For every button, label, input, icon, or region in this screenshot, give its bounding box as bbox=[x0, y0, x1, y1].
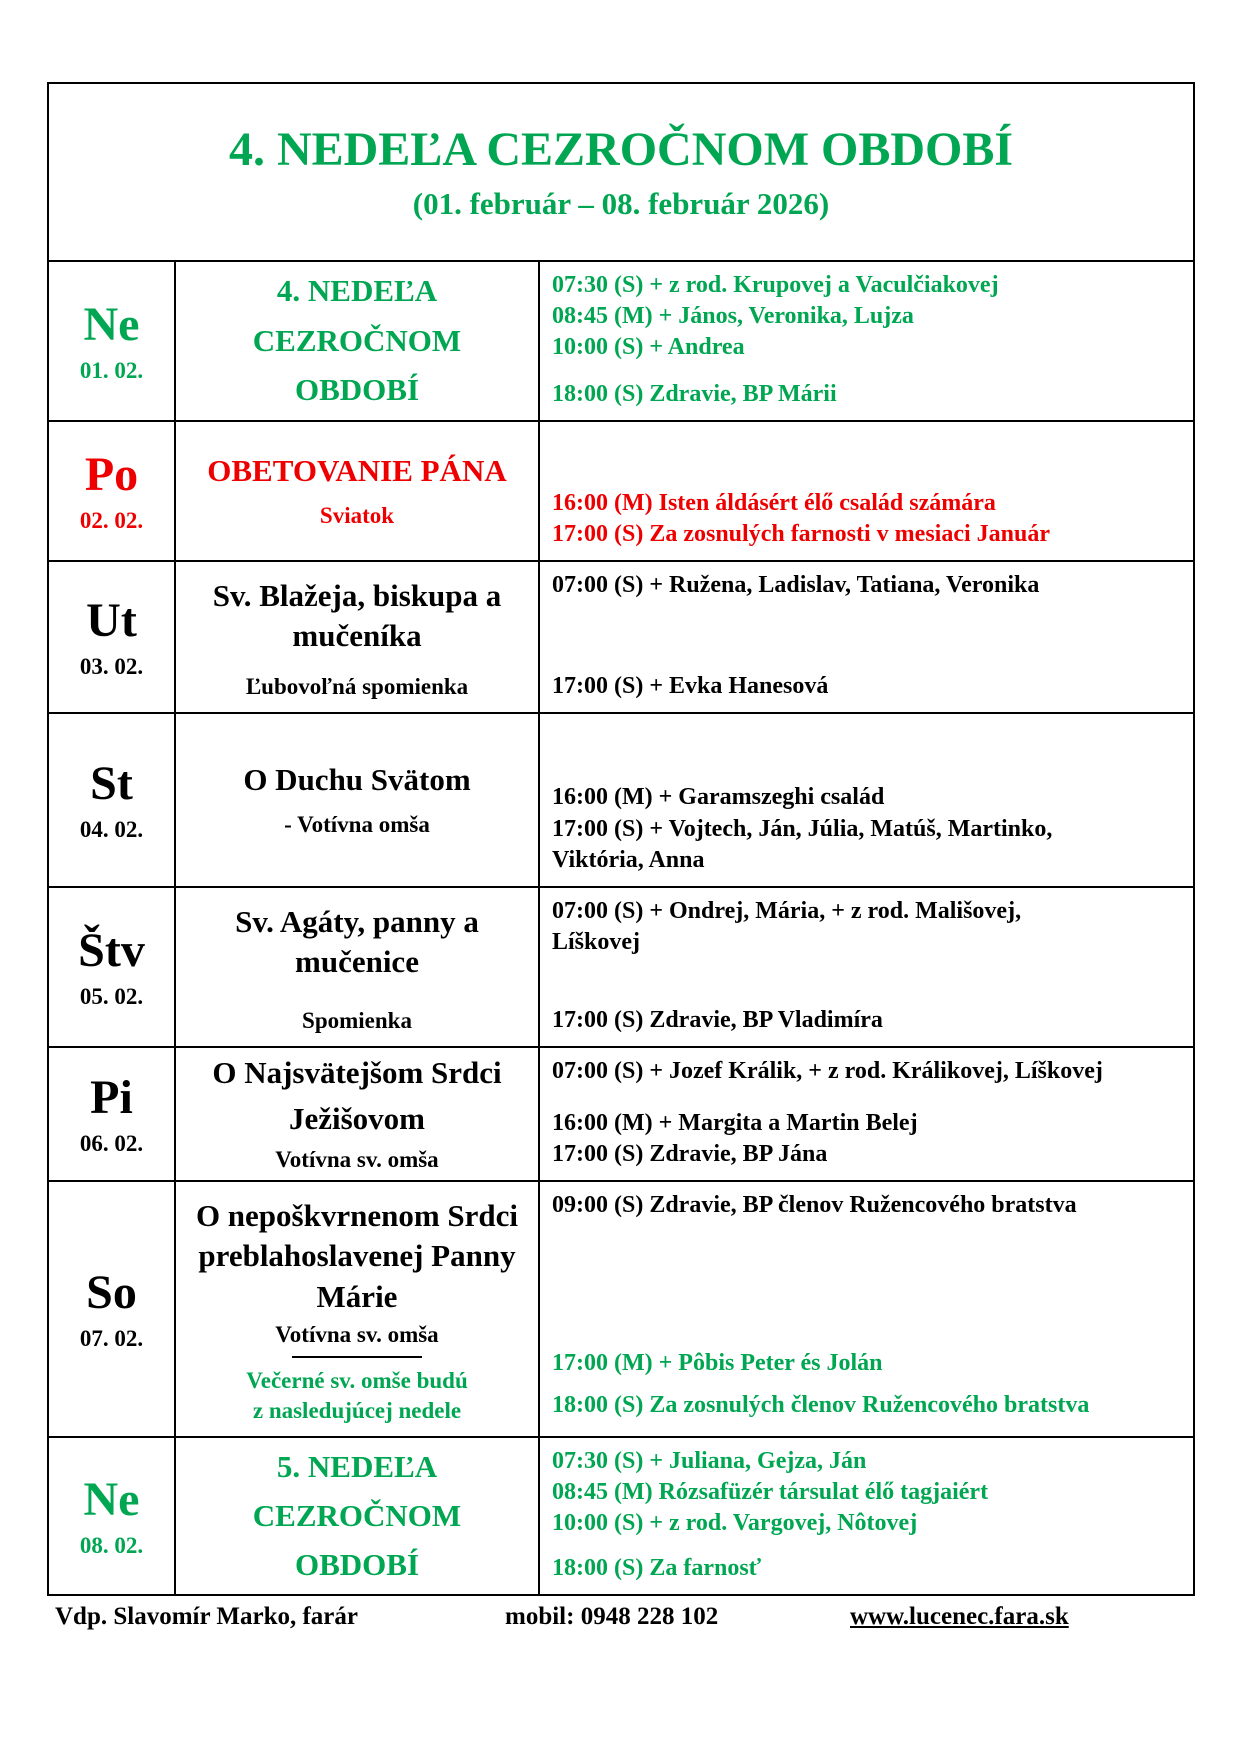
feast-cell-po-0202 bbox=[174, 420, 538, 560]
feast-title-line: OBDOBÍ bbox=[294, 1546, 420, 1582]
mass-group-bottom bbox=[552, 379, 1189, 410]
feast-note-line: Večerné sv. omše budú bbox=[246, 1368, 468, 1394]
day-cell-ne-0102 bbox=[49, 260, 174, 420]
feast-title-line: OBETOVANIE PÁNA bbox=[207, 452, 507, 488]
website-link[interactable]: www.lucenec.fara.sk bbox=[850, 1603, 1069, 1630]
day-abbr: Ne bbox=[83, 297, 140, 351]
feast-cell-pi-0602 bbox=[174, 1046, 538, 1180]
day-abbr: So bbox=[86, 1265, 137, 1319]
divider-line bbox=[292, 1356, 422, 1358]
day-cell-ne-0802 bbox=[49, 1436, 174, 1594]
mass-line: 16:00 (M) + Margita a Martin Belej bbox=[552, 1109, 918, 1136]
day-abbr: Po bbox=[84, 447, 139, 501]
mass-line: Líškovej bbox=[552, 929, 641, 956]
day-date: 03. 02. bbox=[79, 653, 144, 679]
mass-group-bottom bbox=[552, 488, 1189, 550]
day-abbr: Štv bbox=[78, 923, 145, 977]
mass-line: 16:00 (M) + Garamszeghi család bbox=[552, 784, 885, 811]
mass-group-top bbox=[552, 896, 1189, 958]
mass-group-bottom bbox=[552, 671, 1189, 702]
mass-line: Viktória, Anna bbox=[552, 846, 705, 873]
feast-subtitle: - Votívna omša bbox=[284, 812, 430, 838]
day-abbr: St bbox=[90, 756, 133, 810]
mass-line: 07:00 (S) + Ondrej, Mária, + z rod. Mališovej, bbox=[552, 898, 1022, 924]
mass-group-top bbox=[552, 570, 1189, 601]
mass-cell-stv-0502 bbox=[538, 886, 1193, 1046]
day-cell-pi-0602 bbox=[49, 1046, 174, 1180]
feast-subtitle: Spomienka bbox=[302, 1008, 412, 1034]
day-date: 08. 02. bbox=[79, 1532, 144, 1558]
feast-cell-ut-0302 bbox=[174, 560, 538, 712]
day-cell-st-0402 bbox=[49, 712, 174, 886]
feast-subtitle: Sviatok bbox=[319, 503, 395, 529]
mass-group-top bbox=[552, 1190, 1189, 1221]
mass-line: 07:00 (S) + Ružena, Ladislav, Tatiana, Veronika bbox=[552, 572, 1040, 598]
mass-line: 07:30 (S) + z rod. Krupovej a Vaculčiakovej bbox=[552, 272, 999, 298]
day-date: 04. 02. bbox=[79, 816, 144, 842]
feast-title-line: mučeníka bbox=[292, 618, 422, 654]
feast-cell-ne-0102 bbox=[174, 260, 538, 420]
mass-cell-pi-0602 bbox=[538, 1046, 1193, 1180]
mass-cell-st-0402 bbox=[538, 712, 1193, 886]
mass-line: 18:00 (S) Za zosnulých členov Ružencového bratstva bbox=[552, 1392, 1090, 1418]
day-cell-ut-0302 bbox=[49, 560, 174, 712]
day-cell-so-0702 bbox=[49, 1180, 174, 1436]
mass-group-bottom bbox=[552, 1005, 1189, 1036]
feast-title-line: mučenice bbox=[295, 944, 419, 980]
mass-line: 07:30 (S) + Juliana, Gejza, Ján bbox=[552, 1448, 867, 1474]
feast-title-line: 4. NEDEĽA bbox=[276, 273, 438, 309]
feast-title-line: CEZROČNOM bbox=[252, 322, 462, 358]
mass-line: 07:00 (S) + Jozef Králik, + z rod. Králikovej, Líškovej bbox=[552, 1058, 1103, 1084]
mass-cell-ne-0802 bbox=[538, 1436, 1193, 1594]
day-date: 07. 02. bbox=[79, 1325, 144, 1351]
day-date: 06. 02. bbox=[79, 1130, 144, 1156]
mass-cell-po-0202 bbox=[538, 420, 1193, 560]
day-abbr: Pi bbox=[90, 1070, 133, 1124]
feast-title-line: O Duchu Svätom bbox=[243, 761, 471, 797]
mobile-number: mobil: 0948 228 102 bbox=[505, 1603, 719, 1630]
mass-group-bottom bbox=[552, 1553, 1189, 1584]
mass-group-bottom bbox=[552, 1342, 1189, 1426]
feast-title-line: Sv. Agáty, panny a bbox=[235, 904, 479, 939]
feast-note-line: z nasledujúcej nedele bbox=[252, 1398, 462, 1424]
mass-line: 17:00 (S) Zdravie, BP Jána bbox=[552, 1140, 828, 1167]
mass-group-top bbox=[552, 1056, 1189, 1087]
feast-title-line: 5. NEDEĽA bbox=[276, 1448, 438, 1484]
feast-subtitle: Ľubovoľná spomienka bbox=[245, 674, 469, 700]
day-cell-po-0202 bbox=[49, 420, 174, 560]
feast-title-line: OBDOBÍ bbox=[294, 372, 420, 408]
page-title: 4. NEDEĽA CEZROČNOM OBDOBÍ bbox=[228, 122, 1014, 176]
feast-cell-st-0402 bbox=[174, 712, 538, 886]
feast-cell-so-0702 bbox=[174, 1180, 538, 1436]
mass-line: 17:00 (S) + Evka Hanesová bbox=[552, 672, 829, 699]
mass-cell-so-0702 bbox=[538, 1180, 1193, 1436]
mass-line: 10:00 (S) + Andrea bbox=[552, 334, 745, 361]
mass-line: 17:00 (S) Zdravie, BP Vladimíra bbox=[552, 1006, 883, 1033]
feast-note-block bbox=[246, 1320, 468, 1426]
mass-group-bottom bbox=[552, 1108, 1189, 1170]
mass-line: 17:00 (M) + Pôbis Peter és Jolán bbox=[552, 1350, 883, 1376]
mass-group-top bbox=[552, 1446, 1189, 1540]
feast-subtitle: Votívna sv. omša bbox=[275, 1146, 439, 1172]
mass-group-bottom bbox=[552, 782, 1189, 876]
mass-line: 10:00 (S) + z rod. Vargovej, Nôtovej bbox=[552, 1510, 918, 1537]
feast-title-line: O Najsvätejšom Srdci bbox=[212, 1055, 502, 1091]
mass-cell-ut-0302 bbox=[538, 560, 1193, 712]
day-date: 01. 02. bbox=[79, 357, 144, 383]
feast-title-line: O nepoškvrnenom Srdci bbox=[195, 1198, 519, 1233]
feast-title-block bbox=[235, 902, 479, 983]
feast-cell-ne-0802 bbox=[174, 1436, 538, 1594]
mass-line: 18:00 (S) Za farnosť bbox=[552, 1554, 762, 1581]
feast-title-block bbox=[213, 576, 502, 657]
page-subtitle: (01. február – 08. február 2026) bbox=[412, 185, 830, 221]
feast-subtitle: Votívna sv. omša bbox=[275, 1322, 439, 1348]
mass-line: 17:00 (S) + Vojtech, Ján, Júlia, Matúš, Martinko, bbox=[552, 815, 1053, 842]
day-abbr: Ne bbox=[83, 1472, 140, 1526]
mass-line: 18:00 (S) Zdravie, BP Márii bbox=[552, 380, 837, 407]
day-date: 05. 02. bbox=[79, 983, 144, 1009]
mass-line: 17:00 (S) Za zosnulých farnosti v mesiaci Január bbox=[552, 520, 1050, 547]
feast-cell-stv-0502 bbox=[174, 886, 538, 1046]
feast-title-line: Ježišovom bbox=[288, 1101, 426, 1137]
mass-line: 08:45 (M) + János, Veronika, Lujza bbox=[552, 303, 914, 330]
day-abbr: Ut bbox=[86, 593, 137, 647]
pastor-name: Vdp. Slavomír Marko, farár bbox=[55, 1603, 358, 1630]
feast-title-line: Márie bbox=[316, 1278, 398, 1314]
feast-title-line: CEZROČNOM bbox=[252, 1497, 462, 1533]
schedule-table bbox=[47, 82, 1195, 1596]
mass-cell-ne-0102 bbox=[538, 260, 1193, 420]
mass-line: 16:00 (M) Isten áldásért élő család számára bbox=[552, 489, 996, 516]
mass-line: 09:00 (S) Zdravie, BP členov Ružencového bratstva bbox=[552, 1192, 1077, 1218]
mass-line: 08:45 (M) Rózsafüzér társulat élő tagjaiért bbox=[552, 1479, 989, 1506]
day-cell-stv-0502 bbox=[49, 886, 174, 1046]
feast-title-block bbox=[196, 1196, 518, 1317]
feast-title-line: Sv. Blažeja, biskupa a bbox=[212, 578, 502, 613]
title-cell bbox=[49, 84, 1193, 260]
mass-group-top bbox=[552, 270, 1189, 364]
day-date: 02. 02. bbox=[79, 507, 144, 533]
feast-title-line: preblahoslavenej Panny bbox=[198, 1238, 516, 1274]
